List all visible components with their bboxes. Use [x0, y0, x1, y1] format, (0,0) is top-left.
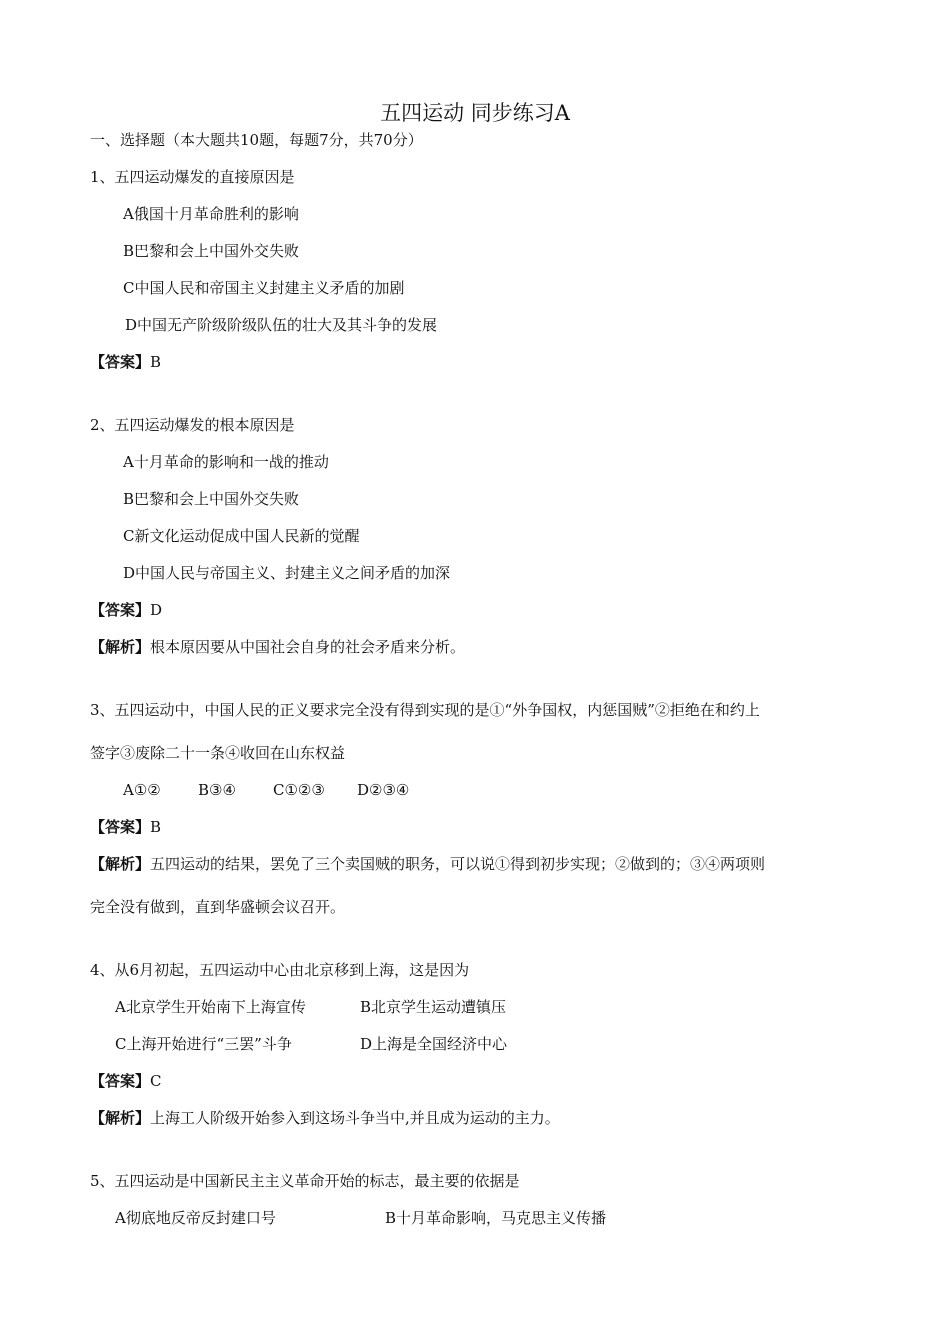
- q1-answer: [90, 352, 161, 372]
- q5-stem: 5、五四运动是中国新民主主义革命开始的标志，最主要的依据是: [90, 1172, 520, 1190]
- answer-value: B: [150, 353, 162, 371]
- answer-label: 【答案】: [90, 353, 151, 371]
- q2-analysis: [90, 637, 465, 657]
- q2-option-d: D中国人民与帝国主义、封建主义之间矛盾的加深: [123, 564, 451, 582]
- q3-option-b: B③④: [198, 781, 236, 799]
- q5-option-a: A彻底地反帝反封建口号: [115, 1209, 276, 1227]
- q1-option-c: C中国人民和帝国主义封建主义矛盾的加剧: [123, 279, 405, 297]
- answer-value: C: [150, 1072, 162, 1090]
- q2-answer: [90, 600, 162, 620]
- q1-option-d: D中国无产阶级阶级队伍的壮大及其斗争的发展: [125, 316, 438, 334]
- document-title: 五四运动 同步练习A: [380, 101, 570, 125]
- q1-stem: 1、五四运动爆发的直接原因是: [90, 168, 295, 186]
- q3-option-a: A①②: [123, 781, 161, 799]
- q1-option-a: A俄国十月革命胜利的影响: [123, 205, 299, 223]
- section-heading: 一、选择题（本大题共10题，每题7分，共70分）: [90, 131, 423, 149]
- q4-analysis: [90, 1108, 560, 1128]
- q3-answer: [90, 817, 161, 837]
- answer-label: 【答案】: [90, 818, 151, 836]
- answer-value: D: [150, 601, 163, 619]
- q3-stem-line2: 签字③废除二十一条④收回在山东权益: [90, 744, 346, 762]
- q2-option-a: A十月革命的影响和一战的推动: [123, 453, 329, 471]
- q4-option-b: B北京学生运动遭镇压: [360, 998, 507, 1016]
- q2-stem: 2、五四运动爆发的根本原因是: [90, 416, 295, 434]
- q2-option-b: B巴黎和会上中国外交失败: [123, 490, 300, 508]
- analysis-text: 五四运动的结果，罢免了三个卖国贼的职务，可以说①得到初步实现；②做到的；③④两项则: [150, 855, 766, 873]
- q3-stem-line1: 3、五四运动中，中国人民的正义要求完全没有得到实现的是①“外争国权，内惩国贼”②拒绝在和约上: [90, 701, 760, 719]
- q4-option-c: C上海开始进行“三罢”斗争: [115, 1035, 292, 1053]
- analysis-label: 【解析】: [90, 638, 151, 656]
- q3-analysis-line1: [90, 854, 765, 874]
- analysis-text: 根本原因要从中国社会自身的社会矛盾来分析。: [150, 638, 466, 656]
- analysis-text: 上海工人阶级开始参入到这场斗争当中,并且成为运动的主力。: [150, 1109, 560, 1127]
- q4-stem: 4、从6月初起，五四运动中心由北京移到上海，这是因为: [90, 961, 470, 979]
- q4-answer: [90, 1071, 162, 1091]
- q3-option-d: D②③④: [357, 781, 410, 799]
- answer-value: B: [150, 818, 162, 836]
- q3-analysis-line2: 完全没有做到，直到华盛顿会议召开。: [90, 898, 346, 916]
- q1-option-b: B巴黎和会上中国外交失败: [123, 242, 300, 260]
- answer-label: 【答案】: [90, 1072, 151, 1090]
- analysis-label: 【解析】: [90, 1109, 151, 1127]
- answer-label: 【答案】: [90, 601, 151, 619]
- q4-option-a: A北京学生开始南下上海宣传: [115, 998, 306, 1016]
- q2-option-c: C新文化运动促成中国人民新的觉醒: [123, 527, 360, 545]
- q4-option-d: D上海是全国经济中心: [360, 1035, 508, 1053]
- analysis-label: 【解析】: [90, 855, 151, 873]
- q3-option-c: C①②③: [273, 781, 325, 799]
- q5-option-b: B十月革命影响，马克思主义传播: [385, 1209, 607, 1227]
